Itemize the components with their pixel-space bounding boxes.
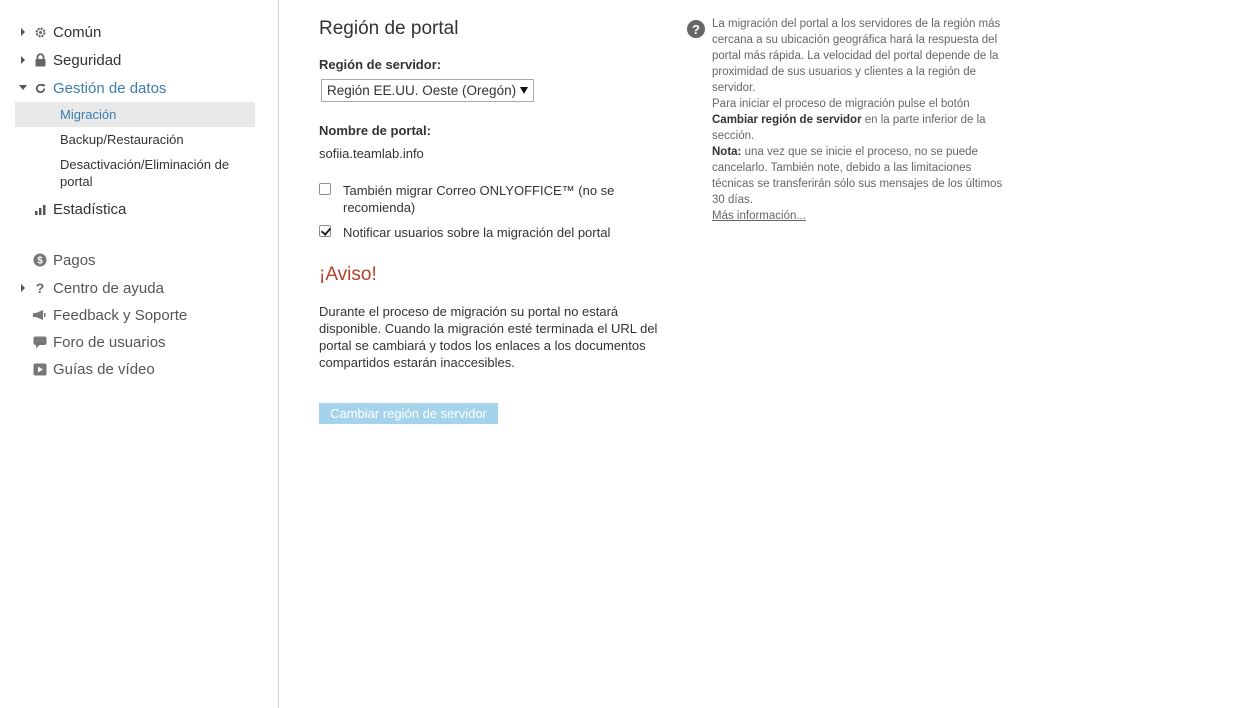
- sidebar-item-guias-de-video[interactable]: [0, 359, 270, 379]
- portal-name-value: sofiia.teamlab.info: [319, 146, 424, 161]
- help-paragraph-2-text: Para iniciar el proceso de migración pulse el botón: [712, 98, 970, 110]
- sidebar-item-label: Seguridad: [53, 51, 122, 69]
- sidebar-item-label: Guías de vídeo: [53, 360, 155, 378]
- sidebar-item-seguridad[interactable]: [0, 50, 270, 70]
- server-region-select[interactable]: [321, 79, 534, 102]
- help-paragraph-2-tail: en la parte inferior de la sección.: [712, 114, 986, 142]
- question-icon: [33, 281, 47, 295]
- help-note-text: una vez que se inicie el proceso, no se puede cancelarlo. También note, debido a las limitaciones técnicas se transferirán sólo sus mensajes de los últimos 30 días.: [712, 146, 1003, 206]
- migrate-mail-label[interactable]: También migrar Correo ONLYOFFICE™ (no se recomienda): [343, 183, 615, 215]
- portal-name-label: Nombre de portal:: [319, 123, 431, 138]
- collapse-arrow-icon[interactable]: [19, 85, 27, 90]
- warning-text: Durante el proceso de migración su portal no estará disponible. Cuando la migración esté terminada el URL del portal se cambiará y todos los enlaces a los documentos compartidos estarán inaccesibles.: [319, 304, 658, 370]
- sidebar-subitem-backup[interactable]: Backup/Restauración: [60, 132, 184, 147]
- migrate-mail-option: [319, 182, 639, 216]
- sidebar-item-centro-de-ayuda[interactable]: [0, 278, 270, 298]
- dropdown-arrow-icon: [520, 87, 528, 94]
- dollar-icon: [33, 253, 47, 267]
- server-region-value: Región EE.UU. Oeste (Oregón): [327, 83, 517, 98]
- sidebar-subitem-desactivacion[interactable]: Desactivación/Eliminación de portal: [60, 157, 230, 189]
- server-region-label: Región de servidor:: [319, 57, 442, 72]
- expand-arrow-icon[interactable]: [21, 56, 25, 64]
- sidebar-item-comun[interactable]: [0, 22, 270, 42]
- lock-icon: [33, 53, 47, 67]
- change-server-region-button[interactable]: Cambiar región de servidor: [319, 403, 498, 424]
- refresh-icon: [33, 81, 47, 95]
- notify-users-checkbox[interactable]: [319, 225, 331, 237]
- sidebar-item-foro[interactable]: [0, 332, 270, 352]
- help-panel: [712, 16, 1012, 224]
- notify-users-option: [319, 224, 639, 241]
- expand-arrow-icon[interactable]: [21, 28, 25, 36]
- sidebar-item-label: Gestión de datos: [53, 79, 167, 97]
- help-paragraph-2: [712, 96, 1012, 144]
- sidebar-item-label: Feedback y Soporte: [53, 306, 188, 324]
- sidebar-item-pagos[interactable]: [0, 250, 270, 270]
- sidebar-item-label: Común: [53, 23, 102, 41]
- megaphone-icon: [33, 308, 47, 322]
- notify-users-label[interactable]: Notificar usuarios sobre la migración del portal: [343, 225, 611, 240]
- sidebar-item-feedback[interactable]: [0, 305, 270, 325]
- bar-chart-icon: [33, 202, 47, 216]
- more-info-link[interactable]: Más información...: [712, 210, 806, 222]
- chat-bubble-icon: [33, 335, 47, 349]
- sidebar-subitem-migracion[interactable]: Migración: [15, 102, 255, 127]
- play-icon: [33, 362, 47, 376]
- sidebar-item-label: Pagos: [53, 251, 96, 269]
- help-paragraph-2-bold: Cambiar región de servidor: [712, 114, 862, 126]
- help-paragraph-1: La migración del portal a los servidores de la región más cercana a su ubicación geográfica hará la respuesta del portal más rápida. La velocidad del portal depende de la proximidad de sus usuarios y clientes a la región de servidor.: [712, 18, 1001, 94]
- svg-text:$: $: [37, 255, 43, 267]
- sidebar-item-label: Centro de ayuda: [53, 279, 164, 297]
- sidebar: [0, 0, 279, 708]
- sidebar-item-estadistica[interactable]: [0, 199, 270, 219]
- sidebar-item-label: Foro de usuarios: [53, 333, 166, 351]
- expand-arrow-icon[interactable]: [21, 284, 25, 292]
- sidebar-item-gestion-de-datos[interactable]: [0, 78, 270, 98]
- gear-icon: [33, 25, 47, 39]
- help-icon: ?: [687, 20, 705, 38]
- migrate-mail-checkbox[interactable]: [319, 183, 331, 195]
- sidebar-item-label: Estadística: [53, 200, 127, 218]
- help-note-label: Nota:: [712, 146, 742, 158]
- page-title: Región de portal: [319, 18, 459, 39]
- warning-title: ¡Aviso!: [319, 264, 377, 285]
- help-paragraph-3: [712, 144, 1012, 208]
- svg-text:?: ?: [35, 281, 45, 295]
